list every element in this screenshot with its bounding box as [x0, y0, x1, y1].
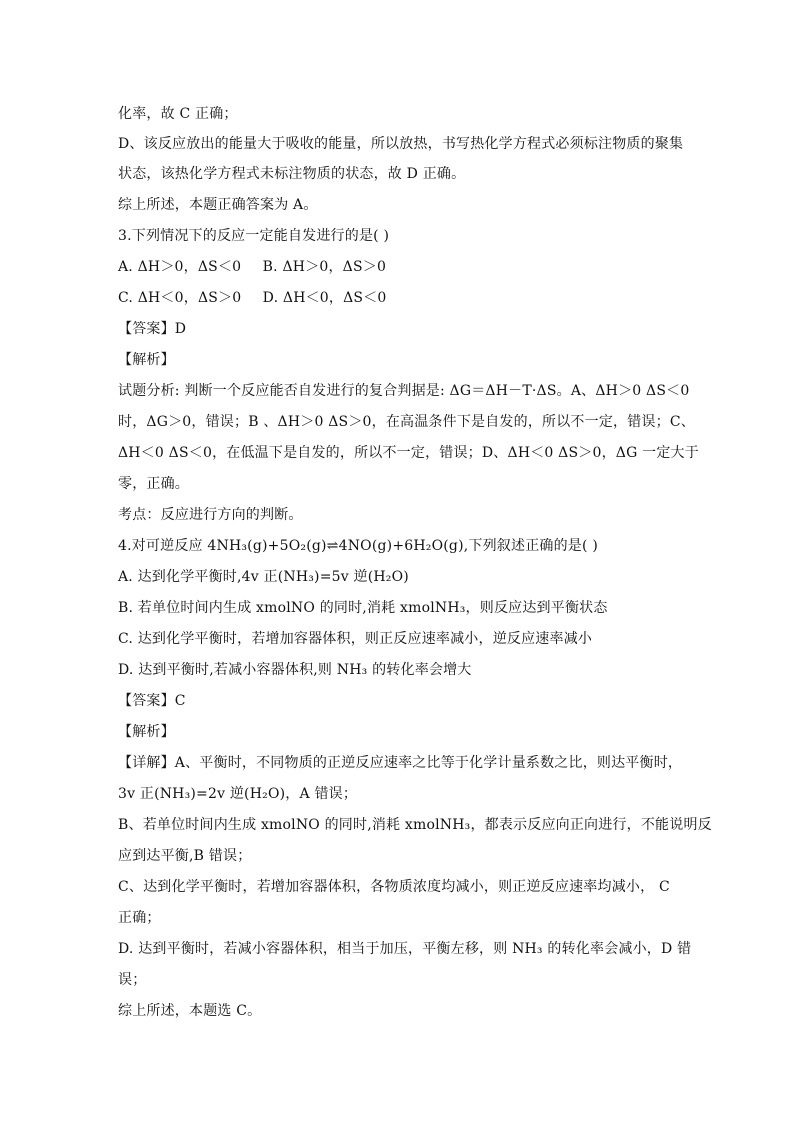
option-c: C. 达到化学平衡时，若增加容器体积，则正反应速率减小，逆反应速率减小 [118, 631, 593, 647]
text-line: C、达到化学平衡时，若增加容器体积，各物质浓度均减小，则正逆反应速率均减小， C [118, 879, 670, 895]
option-d: D. ΔH＜0，ΔS＜0 [262, 290, 387, 306]
text-line: 时，ΔG＞0，错误；B 、ΔH＞0 ΔS＞0，在高温条件下是自发的，所以不一定，错误；C、 [118, 414, 695, 430]
text-line: ΔH＜0 ΔS＜0，在低温下是自发的，所以不一定，错误；D、ΔH＜0 ΔS＞0，ΔG 一定大于 [118, 445, 699, 461]
text-line: 【详解】A、平衡时，不同物质的正逆反应速率之比等于化学计量系数之比，则达平衡时， [118, 755, 683, 771]
text-line: D. 达到平衡时，若减小容器体积，相当于加压，平衡左移，则 NH₃ 的转化率会减小，D 错 [118, 941, 692, 957]
option-b: B. ΔH＞0，ΔS＞0 [262, 259, 387, 275]
option-b: B. 若单位时间内生成 xmolNO 的同时,消耗 xmolNH₃，则反应达到平衡状态 [118, 600, 608, 616]
question-3-options-row-1 [118, 257, 678, 277]
option-a: A. ΔH＞0，ΔS＜0 [118, 259, 242, 275]
text-line: D、该反应放出的能量大于吸收的能量，所以放热，书写热化学方程式必须标注物质的聚集 [118, 136, 684, 152]
option-c: C. ΔH＜0，ΔS＞0 [118, 290, 242, 306]
question-4-stem: 4.对可逆反应 4NH₃(g)+5O₂(g)⇌4NO(g)+6H₂O(g),下列叙述正确的是( ) [118, 538, 598, 554]
text-line: 零，正确。 [118, 476, 189, 492]
text-line: 状态，该热化学方程式未标注物质的状态，故 D 正确。 [118, 166, 466, 182]
option-d: D. 达到平衡时,若减小容器体积,则 NH₃ 的转化率会增大 [118, 662, 472, 678]
answer-label: 【答案】C [118, 693, 186, 709]
text-line: 应到达平衡,B 错误； [118, 848, 252, 864]
answer-label: 【答案】D [118, 321, 187, 337]
option-a: A. 达到化学平衡时,4v 正(NH₃)=5v 逆(H₂O) [118, 569, 409, 585]
text-line: 试题分析: 判断一个反应能否自发进行的复合判据是: ΔG＝ΔH－T·ΔS。A、ΔH＞0 ΔS＜0 [118, 383, 690, 399]
analysis-label: 【解析】 [118, 724, 175, 740]
text-line: 误； [118, 972, 147, 988]
text-line: 3v 正(NH₃)=2v 逆(H₂O)，A 错误； [118, 786, 358, 802]
key-point: 考点：反应进行方向的判断。 [118, 507, 303, 523]
text-line: 综上所述，本题正确答案为 A。 [118, 197, 318, 213]
analysis-label: 【解析】 [118, 352, 175, 368]
text-line: B、若单位时间内生成 xmolNO 的同时,消耗 xmolNH₃，都表示反应向正向进行，不能说明反 [118, 817, 712, 833]
text-line: 综上所述，本题选 C。 [118, 1003, 262, 1019]
text-line: 正确； [118, 910, 161, 926]
question-3-options-row-2 [118, 288, 678, 308]
text-line: 化率，故 C 正确； [118, 106, 238, 122]
question-3-stem: 3.下列情况下的反应一定能自发进行的是( ) [118, 228, 390, 244]
